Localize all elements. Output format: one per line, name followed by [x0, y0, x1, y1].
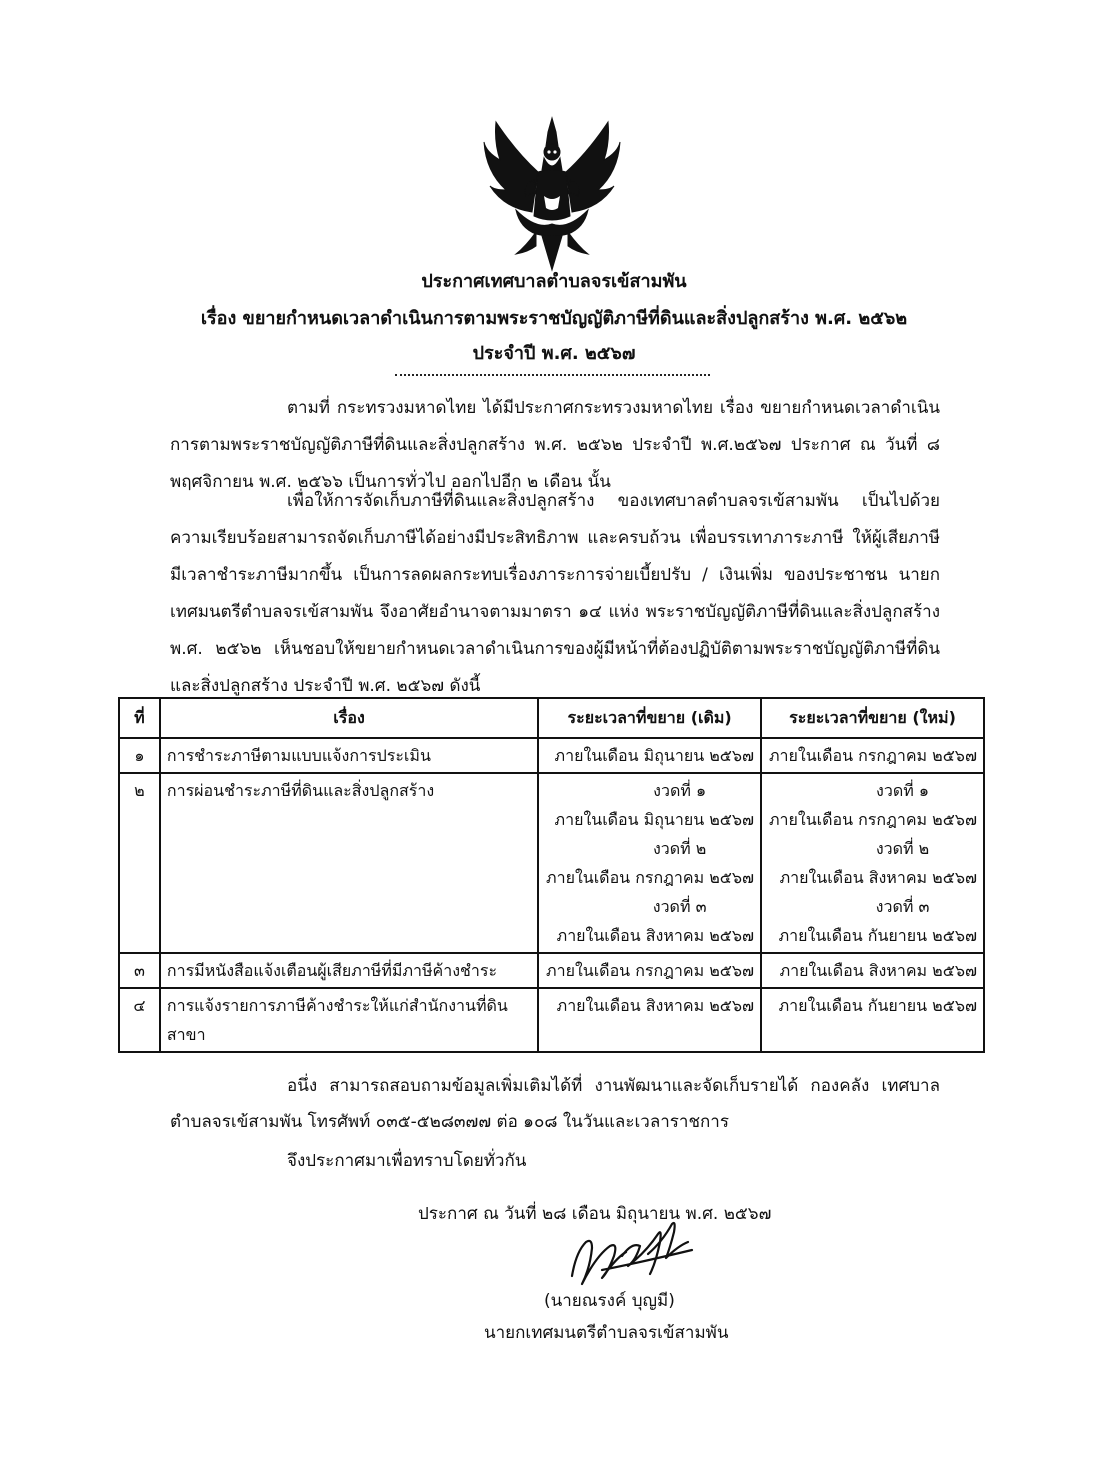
row-new-period — [761, 953, 984, 988]
installment-label: งวดที่ ๓ — [875, 897, 930, 916]
handwritten-signature-icon — [562, 1212, 698, 1294]
row-number: ๒ — [119, 773, 160, 953]
announcement-date: ประกาศ ณ วันที่ ๒๘ เดือน มิถุนายน พ.ศ. ๒๕๖๗ — [418, 1204, 772, 1224]
signer-name: (นายณรงค์ บุญมี) — [544, 1291, 675, 1311]
row-old-period — [538, 988, 761, 1052]
paragraph-reference: ตามที่ กระทรวงมหาดไทย ได้มีประกาศกระทรวงมหาดไทย เรื่อง ขยายกำหนดเวลาดำเนินการตามพระราชบัญญัติภาษีที่ดินและสิ่งปลูกสร้าง พ.ศ. ๒๕๖๒ ประจำปี พ.ศ.๒๕๖๗ ประกาศ ณ วันที่ ๘ พฤศจิกายน พ.ศ. ๒๕๖๖ เป็นการทั่วไป ออกไปอีก ๒ เดือน นั้น — [170, 398, 940, 492]
row-subject: การแจ้งรายการภาษีค้างชำระให้แก่สำนักงานที่ดินสาขา — [160, 988, 538, 1052]
paragraph-contact: อนึ่ง สามารถสอบถามข้อมูลเพิ่มเติมได้ที่ งานพัฒนาและจัดเก็บรายได้ กองคลัง เทศบาลตำบลจรเข้สามพัน โทรศัพท์ ๐๓๕-๕๒๘๓๗๗ ต่อ ๑๐๘ ในวันและเวลาราชการ — [170, 1076, 940, 1132]
announcement-title: ประกาศเทศบาลตำบลจรเข้สามพัน — [421, 271, 687, 292]
period-line: ภายในเดือน กรกฎาคม ๒๕๖๗ — [546, 868, 755, 887]
announcement-year: ประจำปี พ.ศ. ๒๕๖๗ — [472, 343, 636, 364]
deadline-table — [118, 697, 985, 1053]
period-line: ภายในเดือน สิงหาคม ๒๕๖๗ — [779, 868, 977, 887]
period-line: ภายในเดือน กรกฎาคม ๒๕๖๗ — [768, 746, 977, 765]
row-number: ๑ — [119, 738, 160, 773]
period-line: ภายในเดือน สิงหาคม ๒๕๖๗ — [556, 926, 755, 945]
row-new-period — [761, 738, 984, 773]
row-subject: การผ่อนชำระภาษีที่ดินและสิ่งปลูกสร้าง — [160, 773, 538, 953]
row-new-period — [761, 773, 984, 953]
signer-title: นายกเทศมนตรีตำบลจรเข้สามพัน — [484, 1323, 729, 1343]
paragraph-purpose: เพื่อให้การจัดเก็บภาษีที่ดินและสิ่งปลูกสร้าง ของเทศบาลตำบลจรเข้สามพัน เป็นไปด้วยความเรียบร้อยสามารถจัดเก็บภาษีได้อย่างมีประสิทธิภาพ และครบถ้วน เพื่อบรรเทาภาระภาษี ให้ผู้เสียภาษี มีเวลาชำระภาษีมากขึ้น เป็นการลดผลกระทบเรื่องภาระการจ่ายเบี้ยปรับ / เงินเพิ่ม ของประชาชน นายกเทศมนตรีตำบลจรเข้สามพัน จึงอาศัยอำนาจตามมาตรา ๑๔ แห่ง พระราชบัญญัติภาษีที่ดินและสิ่งปลูกสร้าง พ.ศ. ๒๕๖๒ เห็นชอบให้ขยายกำหนดเวลาดำเนินการของผู้มีหน้าที่ต้องปฏิบัติตามพระราชบัญญัติภาษีที่ดินและสิ่งปลูกสร้าง ประจำปี พ.ศ. ๒๕๖๗ ดังนี้ — [170, 491, 940, 696]
row-old-period — [538, 738, 761, 773]
row-old-period — [538, 953, 761, 988]
table-header-row — [119, 698, 984, 738]
table-row — [119, 773, 984, 953]
garuda-emblem-icon — [476, 112, 628, 272]
paragraph-closing: จึงประกาศมาเพื่อทราบโดยทั่วกัน — [287, 1151, 527, 1171]
installment-label: งวดที่ ๒ — [652, 839, 707, 858]
row-new-period — [761, 988, 984, 1052]
period-line: ภายในเดือน มิถุนายน ๒๕๖๗ — [554, 746, 755, 765]
period-line: ภายในเดือน สิงหาคม ๒๕๖๗ — [556, 996, 755, 1015]
installment-label: งวดที่ ๑ — [653, 781, 707, 800]
announcement-subject: เรื่อง ขยายกำหนดเวลาดำเนินการตามพระราชบัญญัติภาษีที่ดินและสิ่งปลูกสร้าง พ.ศ. ๒๕๖๒ — [200, 308, 908, 329]
table-row — [119, 988, 984, 1052]
table-row — [119, 953, 984, 988]
row-old-period — [538, 773, 761, 953]
period-line: ภายในเดือน มิถุนายน ๒๕๖๗ — [554, 810, 755, 829]
row-number: ๔ — [119, 988, 160, 1052]
header-divider — [395, 374, 710, 376]
installment-label: งวดที่ ๓ — [652, 897, 707, 916]
period-line: ภายในเดือน สิงหาคม ๒๕๖๗ — [779, 961, 977, 980]
row-subject: การมีหนังสือแจ้งเตือนผู้เสียภาษีที่มีภาษีค้างชำระ — [160, 953, 538, 988]
row-number: ๓ — [119, 953, 160, 988]
installment-label: งวดที่ ๑ — [876, 781, 930, 800]
period-line: ภายในเดือน กรกฎาคม ๒๕๖๗ — [768, 810, 977, 829]
table-row — [119, 738, 984, 773]
installment-label: งวดที่ ๒ — [875, 839, 930, 858]
column-header-old: ระยะเวลาที่ขยาย (เดิม) — [538, 698, 761, 738]
period-line: ภายในเดือน กรกฎาคม ๒๕๖๗ — [546, 961, 755, 980]
period-line: ภายในเดือน กันยายน ๒๕๖๗ — [778, 996, 977, 1015]
row-subject: การชำระภาษีตามแบบแจ้งการประเมิน — [160, 738, 538, 773]
column-header-new: ระยะเวลาที่ขยาย (ใหม่) — [761, 698, 984, 738]
column-header-subject: เรื่อง — [160, 698, 538, 738]
period-line: ภายในเดือน กันยายน ๒๕๖๗ — [778, 926, 977, 945]
column-header-no: ที่ — [119, 698, 160, 738]
